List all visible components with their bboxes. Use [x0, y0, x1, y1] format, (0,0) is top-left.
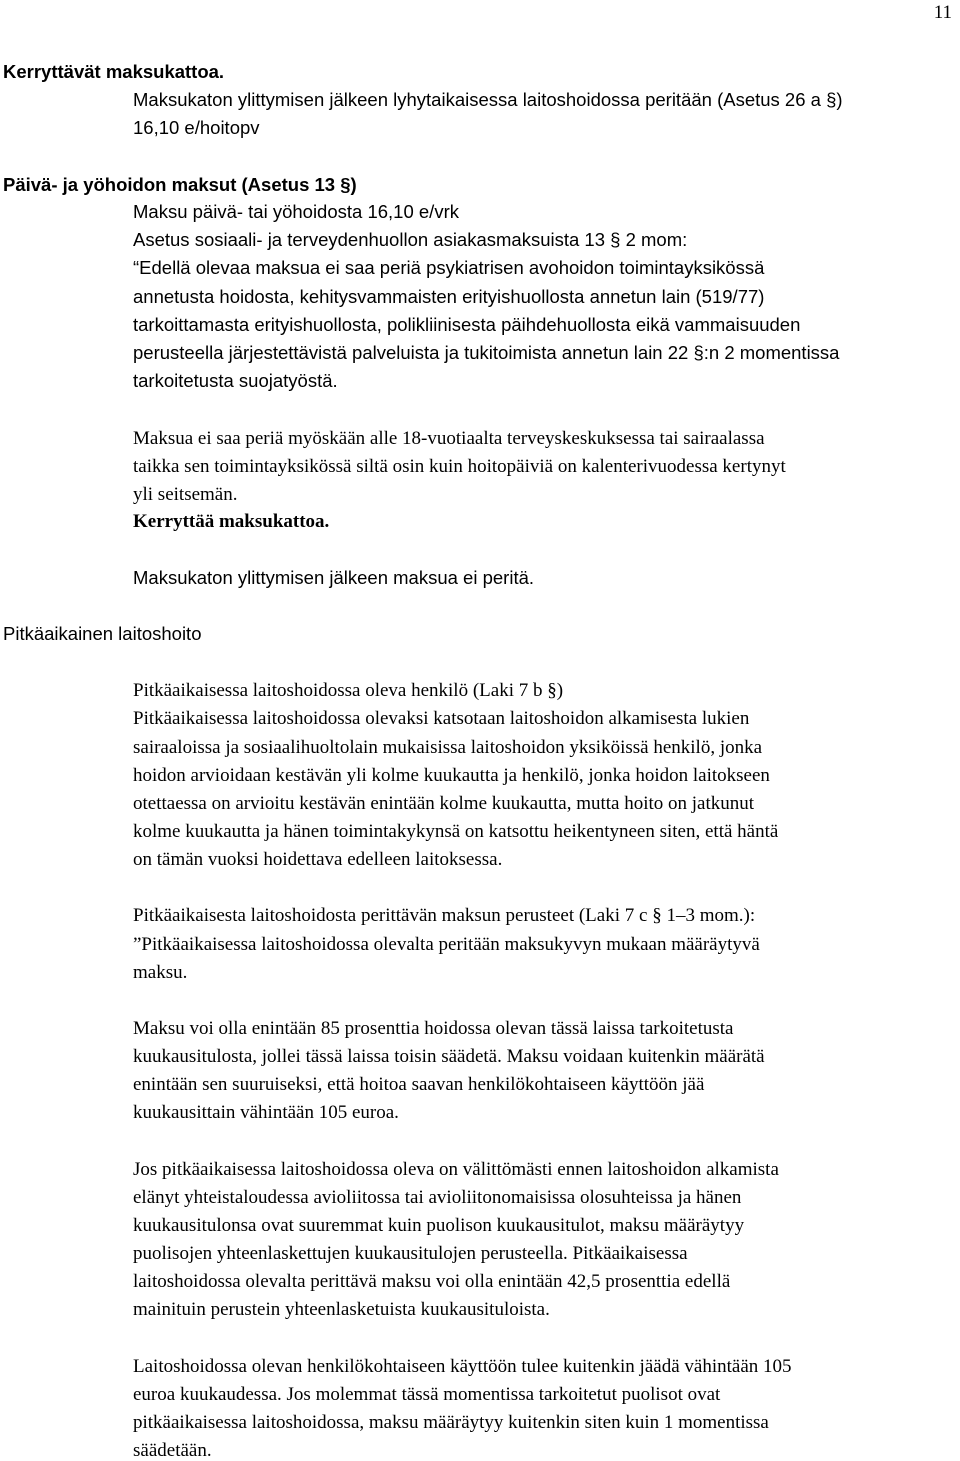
text-line: puolisojen yhteenlaskettujen kuukausitulojen perusteella. Pitkäaikaisessa	[133, 1243, 688, 1264]
text-line: säädetään.	[133, 1440, 212, 1461]
text-line: kuukausitulonsa ovat suuremmat kuin puolison kuukausitulot, maksu määräytyy	[133, 1215, 745, 1236]
text-line: Maksukaton ylittymisen jälkeen maksua ei peritä.	[133, 567, 535, 588]
heading-line: Kerryttävät maksukattoa.	[3, 61, 225, 82]
text-line: euroa kuukaudessa. Jos molemmat tässä momentissa tarkoitetut puolisot ovat	[133, 1384, 721, 1405]
text-line: ”Pitkäaikaisessa laitoshoidossa olevalta peritään maksukyvyn mukaan määräytyvä	[133, 934, 760, 955]
text-line: sairaaloissa ja sosiaalihuoltolain mukaisissa laitoshoidon yksiköissä henkilö, jonka	[133, 737, 763, 758]
text-line: Pitkäaikainen laitoshoito	[3, 623, 202, 644]
text-line: elänyt yhteistaloudessa avioliitossa tai avioliitonomaisissa olosuhteissa ja hänen	[133, 1187, 742, 1208]
text-line: annetusta hoidosta, kehitysvammaisten erityishuollosta annetun lain (519/77)	[133, 286, 765, 307]
text-line: yli seitsemän.	[133, 484, 238, 505]
text-line: Jos pitkäaikaisessa laitoshoidossa oleva on välittömästi ennen laitoshoidon alkamista	[133, 1159, 779, 1180]
text-line: on tämän vuoksi hoidettava edelleen laitoksessa.	[133, 849, 503, 870]
text-line: tarkoittamasta erityishuollosta, polikliinisesta päihdehuollosta eikä vammaisuuden	[133, 314, 801, 335]
text-line: mainituin perustein yhteenlasketuista kuukausituloista.	[133, 1299, 550, 1320]
text-line: kuukausittain vähintään 105 euroa.	[133, 1102, 399, 1123]
text-line: Pitkäaikaisesta laitoshoidosta perittävän maksun perusteet (Laki 7 c § 1–3 mom.):	[133, 905, 756, 926]
text-line: hoidon arvioidaan kestävän yli kolme kuukautta ja henkilö, jonka hoidon laitokseen	[133, 765, 770, 786]
text-line: kolme kuukautta ja hänen toimintakykynsä on katsottu heikentyneen siten, että häntä	[133, 821, 779, 842]
text-line: otettaessa on arvioitu kestävän enintään kolme kuukautta, mutta hoito on jatkunut	[133, 793, 755, 814]
text-line: Maksukaton ylittymisen jälkeen lyhytaikaisessa laitoshoidossa peritään (Asetus 26 a §)	[133, 89, 843, 110]
text-line: “Edellä olevaa maksua ei saa periä psykiatrisen avohoidon toimintayksikössä	[133, 257, 765, 278]
text-line: pitkäaikaisessa laitoshoidossa, maksu määräytyy kuitenkin siten kuin 1 momentissa	[133, 1412, 769, 1433]
text-line: 16,10 e/hoitopv	[133, 117, 260, 138]
text-line: Laitoshoidossa olevan henkilökohtaiseen käyttöön tulee kuitenkin jäädä vähintään 105	[133, 1356, 792, 1377]
text-line: Maksu päivä- tai yöhoidosta 16,10 e/vrk	[133, 201, 459, 222]
text-line: taikka sen toimintayksikössä siltä osin kuin hoitopäiviä on kalenterivuodessa kertynyt	[133, 456, 786, 477]
text-line: Pitkäaikaisessa laitoshoidossa oleva henkilö (Laki 7 b §)	[133, 680, 564, 701]
text-line: Pitkäaikaisessa laitoshoidossa olevaksi katsotaan laitoshoidon alkamisesta lukien	[133, 708, 750, 729]
text-line: Asetus sosiaali- ja terveydenhuollon asiakasmaksuista 13 § 2 mom:	[133, 229, 688, 250]
heading-line: Päivä- ja yöhoidon maksut (Asetus 13 §)	[3, 174, 357, 195]
text-line: laitoshoidossa olevalta perittävä maksu voi olla enintään 42,5 prosenttia edellä	[133, 1271, 731, 1292]
text-line: maksu.	[133, 962, 188, 983]
text-line: Maksu voi olla enintään 85 prosenttia hoidossa olevan tässä laissa tarkoitetusta	[133, 1018, 734, 1039]
text-line: perusteella järjestettävistä palveluista ja tukitoimista annetun lain 22 §:n 2 momentissa	[133, 342, 840, 363]
heading-line: Kerryttää maksukattoa.	[133, 511, 330, 532]
text-line: Maksua ei saa periä myöskään alle 18-vuotiaalta terveyskeskuksessa tai sairaalassa	[133, 428, 765, 449]
text-line: kuukausitulosta, jollei tässä laissa toisin säädetä. Maksu voidaan kuitenkin määrätä	[133, 1046, 765, 1067]
text-line: tarkoitetusta suojatyöstä.	[133, 370, 338, 391]
text-line: enintään sen suuruiseksi, että hoitoa saavan henkilökohtaiseen käyttöön jää	[133, 1074, 705, 1095]
page-number: 11	[933, 2, 952, 23]
